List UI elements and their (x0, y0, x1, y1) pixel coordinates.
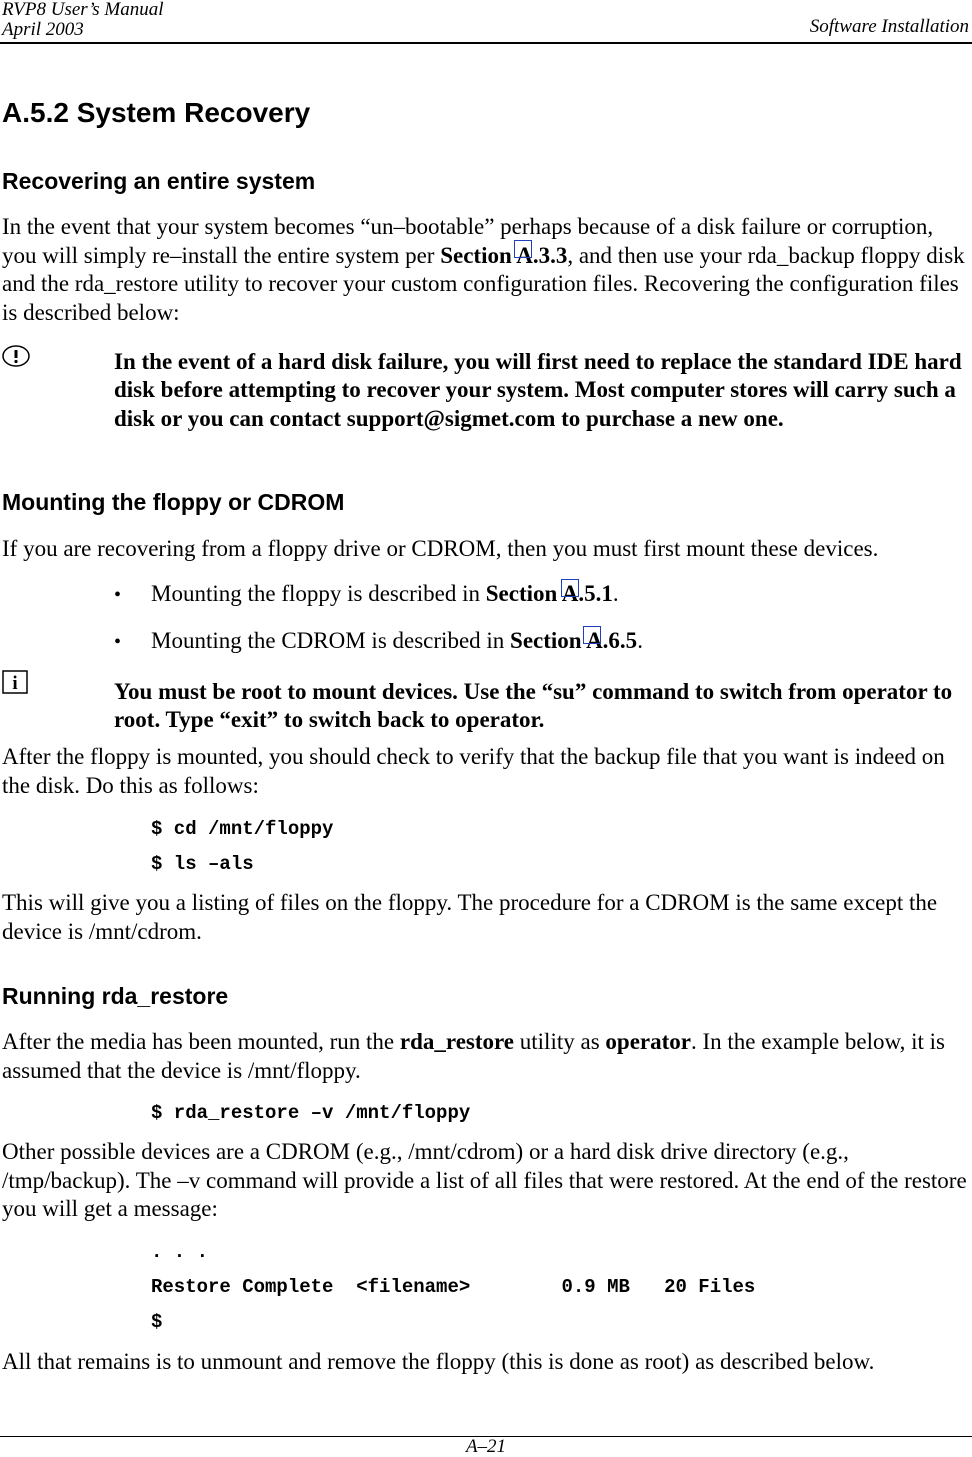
bullet-cdrom: Mounting the CDROM is described in Section A.6.5 . (151, 628, 643, 653)
heading-recovering: Recovering an entire system (2, 168, 316, 194)
output-ellipsis: . . . (151, 1241, 209, 1263)
mount-intro: If you are recovering from a floppy drive or CDROM, then you must first mount these devices. (2, 536, 879, 561)
running-paragraph: After the media has been mounted, run the rda_restore utility as operator. In the example below, it is assumed that the device is /mnt/floppy. (2, 1029, 945, 1083)
running-header-section: Software Installation (809, 16, 969, 37)
bullet-floppy: Mounting the floppy is described in Section A.5.1 . (151, 581, 619, 606)
manual-title: RVP8 User’s Manual (2, 0, 164, 20)
section-title: A.5.2 System Recovery (2, 97, 311, 128)
bullet-marker: • (114, 584, 122, 606)
after-mount-paragraph: After the floppy is mounted, you should check to verify that the backup file that you want is indeed on the disk. Do this as follows: (2, 744, 945, 798)
manual-date: April 2003 (2, 19, 84, 40)
command-cd: $ cd /mnt/floppy (151, 818, 334, 840)
page-number: A–21 (465, 1436, 507, 1457)
warning-note: In the event of a hard disk failure, you will first need to replace the standard IDE hard disk before attempting to recover your system. Most computer stores will carry such a disk or you can contact support@sigmet.com to purchase a new one. (114, 349, 962, 431)
link-box (583, 626, 601, 644)
command-rda-restore: $ rda_restore –v /mnt/floppy (151, 1102, 471, 1124)
final-paragraph: All that remains is to unmount and remove the floppy (this is done as root) as described below. (2, 1349, 875, 1374)
link-section-a33[interactable]: Section A.3.3 (440, 243, 567, 268)
recover-paragraph: In the event that your system becomes “un–bootable” perhaps because of a disk failure or corruption, you will simply re–install the entire system per Section A.3.3 , and then use your rda_backup floppy disk and the rda_restore utility to recover your custom configuration files. Recovering the configuration files is described below: (2, 214, 965, 325)
heading-running: Running rda_restore (2, 983, 229, 1009)
info-icon (2, 670, 28, 694)
exclamation-icon (1, 344, 31, 368)
command-ls: $ ls –als (151, 853, 254, 875)
bullet-marker: • (114, 631, 122, 653)
header-rule (0, 42, 972, 44)
output-restore-complete: Restore Complete <filename> 0.9 MB 20 Files (151, 1276, 756, 1298)
listing-paragraph: This will give you a listing of files on the floppy. The procedure for a CDROM is the same except the device is /mnt/cdrom. (2, 890, 938, 944)
svg-text:i: i (12, 673, 18, 694)
running-header-left (2, 0, 164, 40)
info-note: You must be root to mount devices. Use the “su” command to switch from operator to root. Type “exit” to switch back to operator. (114, 679, 953, 733)
link-section-a65[interactable]: Section A.6.5 (510, 628, 638, 653)
link-box (514, 240, 532, 258)
link-section-a51[interactable]: Section A.5.1 (485, 581, 613, 606)
link-box (561, 579, 579, 597)
heading-mounting: Mounting the floppy or CDROM (2, 489, 345, 515)
other-devices-paragraph: Other possible devices are a CDROM (e.g., /mnt/cdrom) or a hard disk drive directory (e.g., /tmp/backup). The –v command will provide a list of all files that were restored. At the end of the restore you will get a message: (2, 1139, 967, 1221)
output-prompt: $ (151, 1311, 163, 1333)
